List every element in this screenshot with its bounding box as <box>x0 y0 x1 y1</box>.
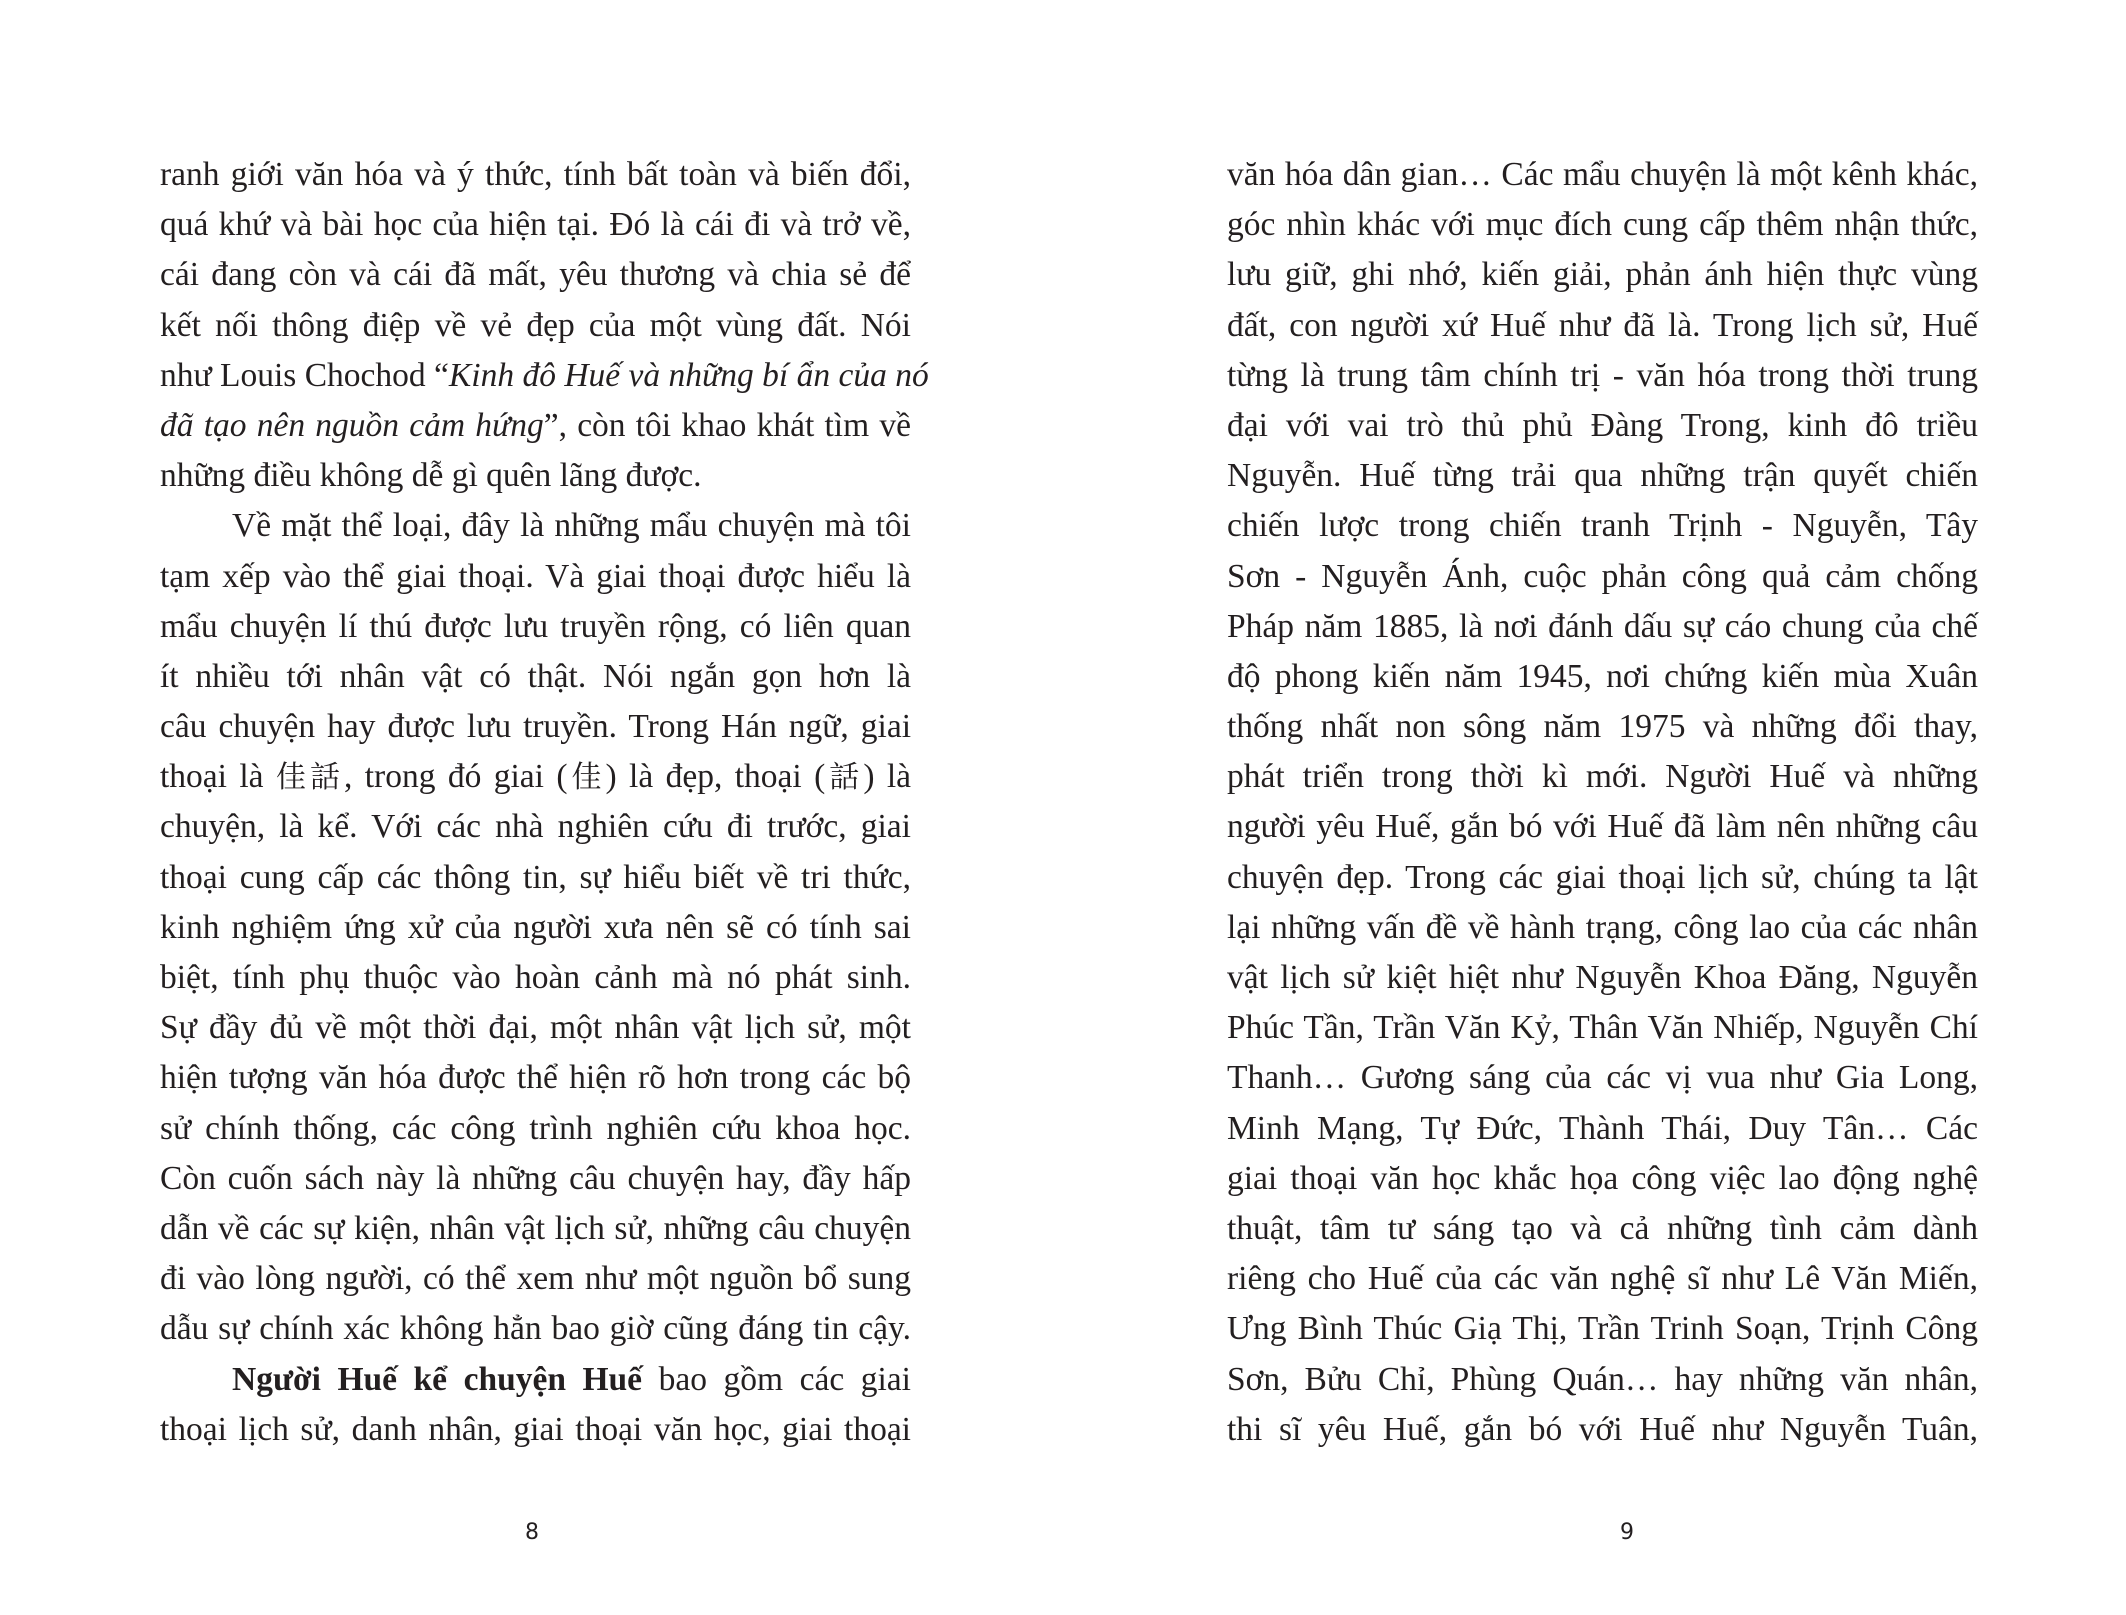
text-run: ) là <box>863 758 912 796</box>
text-line: kết nối thông điệp về vẻ đẹp của một vùng đất. Nói <box>160 306 911 344</box>
text-line: riêng cho Huế của các văn nghệ sĩ như Lê Văn Miến, <box>1227 1260 1978 1298</box>
text-line: đại với vai trò thủ phủ Đàng Trong, kinh đô triều <box>1227 406 1978 444</box>
han-characters: 佳話 <box>275 760 344 796</box>
text-line: thi sĩ yêu Huế, gắn bó với Huế như Nguyễn Tuân, <box>1227 1410 1978 1448</box>
text-line: văn hóa dân gian… Các mẩu chuyện là một kênh khác, <box>1227 156 1978 193</box>
text-line: lưu giữ, ghi nhớ, kiến giải, phản ánh hiện thực vùng <box>1227 256 1978 294</box>
text-line: chiến lược trong chiến tranh Trịnh - Nguyễn, Tây <box>1227 507 1978 545</box>
text-line: dẫn về các sự kiện, nhân vật lịch sử, những câu chuyện <box>160 1209 911 1247</box>
text-line: câu chuyện hay được lưu truyền. Trong Hán ngữ, giai <box>160 708 911 746</box>
text-line: Minh Mạng, Tự Đức, Thành Thái, Duy Tân… Các <box>1227 1109 1978 1147</box>
text-line: thuật, tâm tư sáng tạo và cả những tình cảm dành <box>1227 1209 1978 1247</box>
text-line: phát triển trong thời kì mới. Người Huế và những <box>1227 758 1978 796</box>
text-line: vật lịch sử kiệt hiệt như Nguyễn Khoa Đăng, Nguyễn <box>1227 959 1978 996</box>
text-line: Sự đầy đủ về một thời đại, một nhân vật lịch sử, một <box>160 1009 911 1047</box>
text-line: tạm xếp vào thể giai thoại. Và giai thoại được hiểu là <box>160 557 911 595</box>
left-page-text <box>160 150 929 1455</box>
right-page <box>1063 0 2126 1615</box>
text-line: mẩu chuyện lí thú được lưu truyền rộng, có liên quan <box>160 607 911 645</box>
text-line: đất, con người xứ Huế như đã là. Trong lịch sử, Huế <box>1227 306 1978 344</box>
text-line: Nguyễn. Huế từng trải qua những trận quyết chiến <box>1227 457 1978 495</box>
text-line: Sơn, Bửu Chỉ, Phùng Quán… hay những văn nhân, <box>1227 1360 1978 1398</box>
text-line <box>160 401 911 451</box>
text-line: ít nhiều tới nhân vật có thật. Nói ngắn gọn hơn là <box>160 657 911 695</box>
text-line: dẫu sự chính xác không hẳn bao giờ cũng đáng tin cậy. <box>160 1310 911 1348</box>
text-line: người yêu Huế, gắn bó với Huế đã làm nên những câu <box>1227 808 1978 846</box>
han-character: 話 <box>825 760 864 796</box>
text-line: ranh giới văn hóa và ý thức, tính bất toàn và biến đổi, <box>160 156 911 193</box>
text-line: sử chính thống, các công trình nghiên cứu khoa học. <box>160 1109 911 1147</box>
text-line: chuyện đẹp. Trong các giai thoại lịch sử, chúng ta lật <box>1227 858 1978 896</box>
text-run: ”, còn tôi khao khát tìm về <box>543 406 911 444</box>
text-line: Ưng Bình Thúc Giạ Thị, Trần Trinh Soạn, Trịnh Công <box>1227 1310 1978 1348</box>
text-line: Sơn - Nguyễn Ánh, cuộc phản công quả cảm chống <box>1227 557 1978 595</box>
page-number-right: 9 <box>1620 1520 1634 1545</box>
book-quote-italic: Kinh đô Huế và những bí ẩn của nó <box>448 356 929 394</box>
text-line: biệt, tính phụ thuộc vào hoàn cảnh mà nó phát sinh. <box>160 959 911 996</box>
right-page-text <box>1227 150 1978 1455</box>
book-quote-italic: đã tạo nên nguồn cảm hứng <box>160 406 544 444</box>
text-line: quá khứ và bài học của hiện tại. Đó là cái đi và trở về, <box>160 206 911 244</box>
text-line: thống nhất non sông năm 1975 và những đổi thay, <box>1227 708 1978 746</box>
text-line: kinh nghiệm ứng xử của người xưa nên sẽ có tính sai <box>160 908 911 946</box>
text-run: , trong đó giai ( <box>343 758 568 796</box>
text-run: như Louis Chochod “ <box>160 356 449 394</box>
text-line: cái đang còn và cái đã mất, yêu thương và chia sẻ để <box>160 256 911 294</box>
text-line: lại những vấn đề về hành trạng, công lao của các nhân <box>1227 908 1978 946</box>
text-line: độ phong kiến năm 1945, nơi chứng kiến mùa Xuân <box>1227 657 1978 695</box>
han-character: 佳 <box>567 760 606 796</box>
text-run: thoại là <box>160 758 276 796</box>
page-number-left: 8 <box>525 1520 539 1545</box>
text-line: thoại cung cấp các thông tin, sự hiểu biết về tri thức, <box>160 858 911 896</box>
text-line: từng là trung tâm chính trị - văn hóa trong thời trung <box>1227 356 1978 394</box>
book-title-bold: Người Huế kể chuyện Huế <box>232 1360 643 1398</box>
text-line <box>160 752 911 802</box>
text-line: giai thoại văn học khắc họa công việc lao động nghệ <box>1227 1159 1978 1197</box>
text-run: ) là đẹp, thoại ( <box>605 758 826 796</box>
text-line: Phúc Tần, Trần Văn Kỷ, Thân Văn Nhiếp, Nguyễn Chí <box>1227 1009 1978 1047</box>
text-line: Về mặt thể loại, đây là những mẩu chuyện mà tôi <box>232 507 911 545</box>
text-line: hiện tượng văn hóa được thể hiện rõ hơn trong các bộ <box>160 1059 911 1097</box>
text-line: góc nhìn khác với mục đích cung cấp thêm nhận thức, <box>1227 206 1978 244</box>
text-line: Còn cuốn sách này là những câu chuyện hay, đầy hấp <box>160 1159 911 1197</box>
text-line: thoại lịch sử, danh nhân, giai thoại văn học, giai thoại <box>160 1410 911 1448</box>
text-line: chuyện, là kể. Với các nhà nghiên cứu đi trước, giai <box>160 808 911 846</box>
text-line: đi vào lòng người, có thể xem như một nguồn bổ sung <box>160 1260 911 1298</box>
text-line: Thanh… Gương sáng của các vị vua như Gia Long, <box>1227 1059 1978 1097</box>
text-line: Pháp năm 1885, là nơi đánh dấu sự cáo chung của chế <box>1227 607 1978 645</box>
text-line <box>160 1355 911 1405</box>
text-line <box>160 351 929 401</box>
text-run: bao gồm các giai <box>642 1360 911 1398</box>
text-line: những điều không dễ gì quên lãng được. <box>160 457 702 495</box>
